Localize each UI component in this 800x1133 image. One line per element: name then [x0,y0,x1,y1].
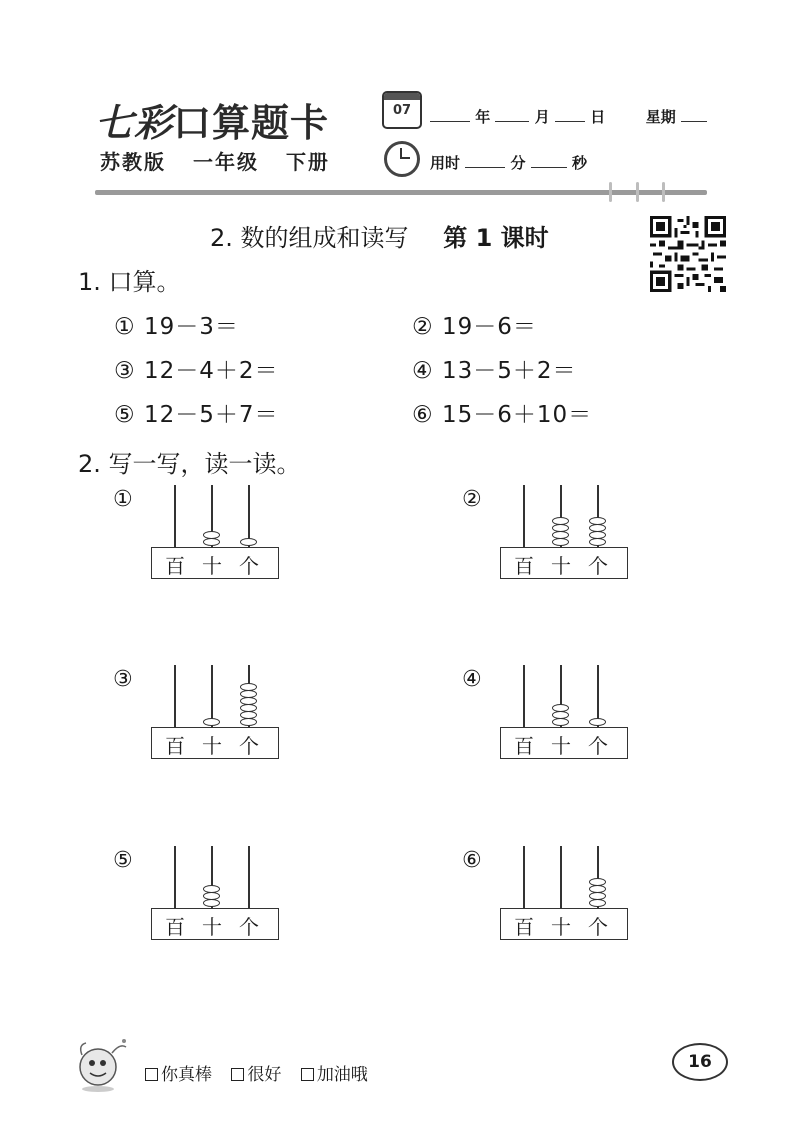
grade-label: 一年级 [192,150,259,174]
option-good[interactable] [231,1065,281,1085]
abacus-diagram [151,485,283,585]
date-line [430,106,707,127]
problem-number: ④ [412,358,434,384]
brand-logo [95,92,329,147]
brand-logo-seven: 七彩 [95,100,174,145]
problem-expression: 12－4＋2＝ [143,358,279,384]
abacus-rod [174,665,176,727]
abacus-bead [552,704,569,712]
abacus-bead [589,524,606,532]
lesson-title [210,218,549,253]
place-value-label: 百 [514,734,534,758]
divider-ornament [609,182,612,202]
month-label: 月 [534,108,550,126]
option-great[interactable] [145,1065,212,1085]
month-blank[interactable] [495,109,529,122]
weekday-label: 星期 [645,108,676,126]
edition-label: 苏教版 [100,150,166,174]
abacus-bead [240,697,257,705]
place-value-label: 个 [239,554,259,578]
abacus-bead [203,899,220,907]
problem-number: ⑥ [412,402,434,428]
place-value-label: 个 [239,915,259,939]
abacus-bead [203,718,220,726]
abacus-bead [589,885,606,893]
time-used-line [430,152,587,173]
minutes-label: 分 [510,154,526,172]
abacus-bead [240,538,257,546]
abacus-number: ⑤ [113,848,133,873]
problem-expression: 19－6＝ [441,314,537,340]
year-label: 年 [475,108,491,126]
abacus-rod [560,846,562,908]
abacus-bead [589,517,606,525]
place-value-label: 十 [551,915,571,939]
option-keep-going[interactable] [301,1065,368,1085]
abacus-rod [248,846,250,908]
abacus-bead [589,878,606,886]
place-value-label: 百 [165,554,185,578]
problem-number: ⑤ [114,402,136,428]
day-label: 日 [590,108,606,126]
checkbox-icon[interactable] [231,1068,244,1081]
abacus-bead [552,517,569,525]
year-blank[interactable] [430,109,470,122]
abacus-bead [240,718,257,726]
abacus-bead [589,531,606,539]
book-info [100,146,348,175]
abacus-bead [589,718,606,726]
abacus-number: ① [113,487,133,512]
abacus-diagram [151,665,283,765]
place-value-label: 十 [202,554,222,578]
abacus-number: ⑥ [462,848,482,873]
place-value-label: 个 [588,915,608,939]
option-label: 你真棒 [161,1065,212,1085]
section-1-heading: 1. 口算。 [78,268,181,296]
problem-number: ① [114,314,136,340]
day-blank[interactable] [555,109,585,122]
lesson-period: 第 1 课时 [443,224,549,252]
problem-5 [114,396,278,429]
abacus-bead [203,892,220,900]
problem-expression: 13－5＋2＝ [441,358,577,384]
abacus-diagram [151,846,283,946]
page-number: 16 [672,1043,728,1081]
weekday-blank[interactable] [681,109,707,122]
volume-label: 下册 [285,150,330,174]
self-evaluation [145,1060,382,1085]
qr-code-icon[interactable] [650,216,726,292]
place-value-label: 个 [588,734,608,758]
calendar-icon [382,91,422,129]
divider-ornament [662,182,665,202]
abacus-bead [552,524,569,532]
divider-ornament [636,182,639,202]
abacus-bead [552,531,569,539]
option-label: 很好 [247,1065,282,1085]
place-value-label: 百 [514,554,534,578]
abacus-diagram [500,665,632,765]
calendar-day: 07 [392,103,412,118]
place-value-label: 十 [551,734,571,758]
problem-6 [412,396,592,429]
problem-expression: 15－6＋10＝ [441,402,593,428]
problem-4 [412,352,576,385]
problem-3 [114,352,278,385]
problem-number: ③ [114,358,136,384]
place-value-label: 百 [165,915,185,939]
time-used-label: 用时 [430,154,461,172]
brand-logo-title: 口算题卡 [173,101,330,145]
abacus-rod [523,665,525,727]
checkbox-icon[interactable] [301,1068,314,1081]
abacus-bead [240,711,257,719]
option-label: 加油哦 [316,1065,368,1085]
abacus-bead [203,538,220,546]
header-divider [95,190,707,195]
minutes-blank[interactable] [465,155,505,168]
place-value-label: 个 [239,734,259,758]
abacus-bead [589,899,606,907]
abacus-bead [240,683,257,691]
place-value-label: 百 [514,915,534,939]
abacus-bead [589,892,606,900]
checkbox-icon[interactable] [145,1068,158,1081]
abacus-bead [240,704,257,712]
problem-1 [114,308,239,341]
abacus-number: ④ [462,667,482,692]
abacus-rod [523,846,525,908]
problem-number: ② [412,314,434,340]
abacus-bead [552,718,569,726]
seconds-label: 秒 [571,154,587,172]
problem-expression: 19－3＝ [143,314,239,340]
place-value-label: 十 [202,915,222,939]
abacus-bead [552,711,569,719]
abacus-number: ③ [113,667,133,692]
place-value-label: 十 [551,554,571,578]
abacus-rod [174,846,176,908]
abacus-number: ② [462,487,482,512]
seconds-blank[interactable] [531,155,567,168]
abacus-diagram [500,846,632,946]
place-value-label: 百 [165,734,185,758]
abacus-bead [203,531,220,539]
abacus-bead [589,538,606,546]
mascot-icon [72,1035,132,1093]
lesson-topic: 2. 数的组成和读写 [210,224,409,252]
abacus-rod [523,485,525,547]
clock-icon [384,141,420,177]
place-value-label: 个 [588,554,608,578]
place-value-label: 十 [202,734,222,758]
abacus-diagram [500,485,632,585]
abacus-bead [240,690,257,698]
problem-expression: 12－5＋7＝ [143,402,279,428]
problem-2 [412,308,537,341]
abacus-rod [174,485,176,547]
abacus-bead [203,885,220,893]
section-2-heading: 2. 写一写，读一读。 [78,450,301,478]
abacus-bead [552,538,569,546]
